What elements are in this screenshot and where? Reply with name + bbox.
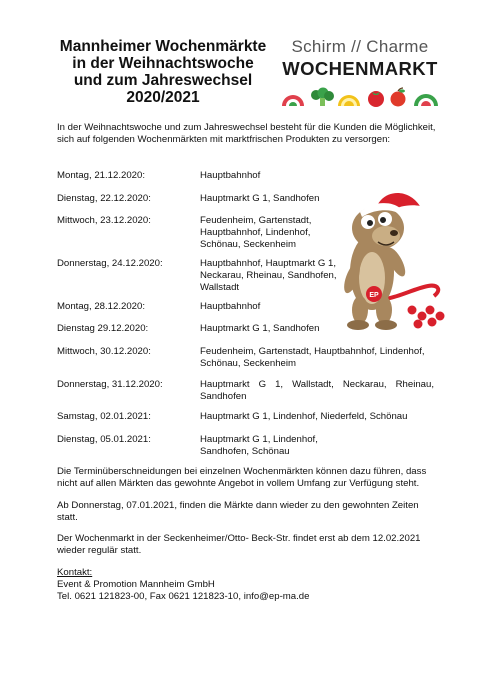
schedule-places: Hauptbahnhof, Hauptmarkt G 1, Neckarau, Rheinau, Sandhofen, Wallstadt [200,258,337,293]
intro-text: In der Weihnachtswoche und zum Jahreswechsel besteht für die Kunden die Möglichkeit, sich auf folgenden Wochenmärkten mit marktfrischen Produkten zu versorgen: [57,122,436,145]
schedule-date: Dienstag 29.12.2020: [57,323,149,334]
contact-details: Tel. 0621 121823-00, Fax 0621 121823-10, info@ep-ma.de [57,591,310,602]
schedule-date: Mittwoch, 23.12.2020: [57,215,151,226]
schedule-date: Samstag, 02.01.2021: [57,411,151,422]
tomato-icon [368,91,384,107]
schedule-date: Dienstag, 05.01.2021: [57,434,151,445]
contact-block [57,567,417,603]
schedule-places: Hauptmarkt G 1, Lindenhof, Niederfeld, Schönau [200,411,408,422]
contact-heading: Kontakt: [57,567,93,578]
schedule-places: Hauptmarkt G 1, Sandhofen [200,193,320,204]
schedule-places: Hauptmarkt G 1, Wallstadt, Neckarau, Rheinau, Sandhofen [200,379,434,402]
mascot-illustration [338,186,448,351]
note-seckenheim: Der Wochenmarkt in der Seckenheimer/Otto- Beck-Str. findet erst ab dem 12.02.2021 wieder regulär statt. [57,533,421,556]
wochenmarkt-logo [280,38,440,116]
schedule-places: Hauptmarkt G 1, Sandhofen [200,323,320,334]
logo-wordmark: WOCHENMARKT [282,58,438,79]
mascot-badge-label: EP [369,292,379,299]
apple-icon [391,88,406,107]
schedule-date: Donnerstag, 31.12.2020: [57,379,163,390]
schedule-date: Montag, 21.12.2020: [57,170,146,181]
logo-tagline: Schirm // Charme [291,37,429,56]
schedule-places: Hauptmarkt G 1, Lindenhof, Sandhofen, Schönau [200,434,318,457]
note-overlap: Die Terminüberschneidungen bei einzelnen Wochenmärkten können dazu führen, dass nicht auf allen Märkten das gewohnte Angebot in vollem Umfang zur Verfügung steht. [57,466,427,489]
schedule-places: Hauptbahnhof [200,170,261,181]
page-title [52,38,274,106]
schedule-date: Montag, 28.12.2020: [57,301,146,312]
lemon-icon [338,95,360,106]
schedule-places: Feudenheim, Gartenstadt, Hauptbahnhof, Lindenhof, Schönau, Seckenheim [200,346,425,369]
broccoli-icon [311,88,334,107]
schedule-date: Mittwoch, 30.12.2020: [57,346,151,357]
contact-organisation: Event & Promotion Mannheim GmbH [57,579,215,590]
note-resume: Ab Donnerstag, 07.01.2021, finden die Märkte dann wieder zu den gewohnten Zeiten statt. [57,500,419,523]
schedule-places: Feudenheim, Gartenstadt, Hauptbahnhof, Lindenhof, Schönau, Seckenheim [200,215,312,250]
schedule-places: Hauptbahnhof [200,301,261,312]
title-line-3: und zum Jahreswechsel [73,72,253,89]
umbrella-icon [414,94,438,106]
title-line-4: 2020/2021 [126,89,200,106]
title-line-2: in der Weihnachtswoche [72,55,254,72]
umbrella-icon [282,95,304,106]
schedule-date: Dienstag, 22.12.2020: [57,193,151,204]
title-line-1: Mannheimer Wochenmärkte [59,38,267,55]
logo-icon-strip [280,86,440,108]
schedule-date: Donnerstag, 24.12.2020: [57,258,163,269]
